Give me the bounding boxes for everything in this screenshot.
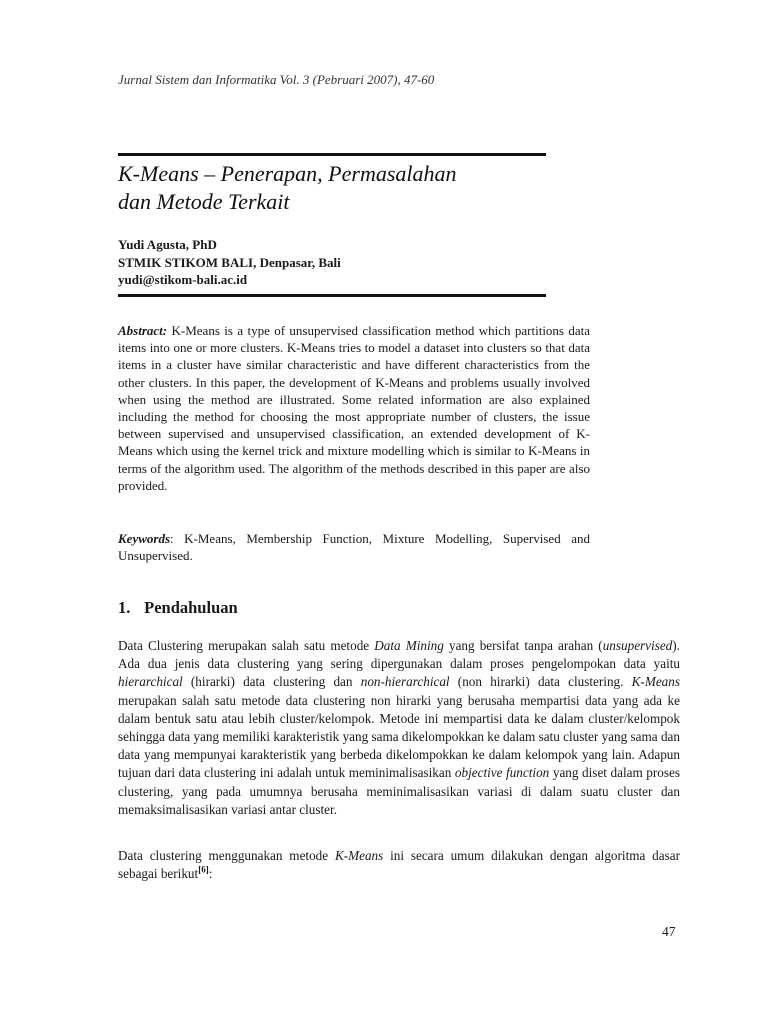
title-bottom-rule xyxy=(118,294,546,297)
italic-term: non-hierarchical xyxy=(360,674,450,690)
italic-term: Data Mining xyxy=(374,638,444,653)
abstract-label: Abstract: xyxy=(118,323,168,338)
author-email: yudi@stikom-bali.ac.id xyxy=(118,272,248,287)
title-line-2: dan Metode Terkait xyxy=(118,189,290,214)
keywords xyxy=(118,530,590,564)
paragraph-text: Data Clustering merupakan salah satu metode xyxy=(118,638,375,653)
italic-term: unsupervised xyxy=(602,638,673,653)
paper-title xyxy=(118,160,548,216)
citation-reference: [6] xyxy=(198,864,209,875)
keywords-colon: : xyxy=(170,531,174,546)
paragraph-text: (hirarki) data clustering dan xyxy=(182,674,361,690)
title-top-rule xyxy=(118,153,546,156)
paragraph-text: ini secara umum dilakukan dengan algoritma dasar sebagai berikut xyxy=(118,848,680,882)
section-heading xyxy=(118,598,238,618)
paragraph-text: (non hirarki) data clustering. xyxy=(449,674,632,690)
keywords-label: Keywords xyxy=(118,531,170,546)
author-name: Yudi Agusta, PhD xyxy=(118,237,217,252)
title-line-1: K-Means – Penerapan, Permasalahan xyxy=(118,161,457,186)
paragraph-text: merupakan salah satu metode data clustering non hirarki yang berusaha mempartisi data yang ada ke dalam bentuk satu atau lebih cluster/kelompok. Metode ini mempartisi data ke dalam cluster/kelompok sehingga data yang memiliki karakteristik yang sama dikelompokkan ke dalam satu cluster yang sama dan data yang mempunyai karakteristik yang berbeda dikelompokkan ke dalam kelompok yang lain. Adapun tujuan dari data clustering ini adalah untuk meminimalisasikan xyxy=(118,692,680,781)
author-block xyxy=(118,236,341,289)
paragraph-text: yang diset dalam proses clustering, yang pada umumnya berusaha meminimalisasikan variasi di dalam suatu cluster dan memaksimalisasikan variasi antar cluster. xyxy=(118,765,681,817)
paragraph-1 xyxy=(118,637,680,819)
italic-term: objective function xyxy=(454,765,550,781)
keywords-text: K-Means, Membership Function, Mixture Modelling, Supervised and Unsupervised. xyxy=(118,531,590,564)
section-number: 1. xyxy=(118,598,131,617)
paragraph-2 xyxy=(118,847,680,883)
paragraph-text: Data clustering menggunakan metode xyxy=(118,848,335,863)
paragraph-text: ). Ada dua jenis data clustering yang sering dipergunakan dalam proses pengelompokan data yaitu xyxy=(118,638,680,672)
page-number: 47 xyxy=(662,924,676,939)
running-head: Jurnal Sistem dan Informatika Vol. 3 (Pebruari 2007), 47-60 xyxy=(118,72,435,87)
italic-term: K-Means xyxy=(631,674,680,690)
italic-term: hierarchical xyxy=(118,674,183,690)
section-title: Pendahuluan xyxy=(144,598,238,617)
abstract-text: K-Means is a type of unsupervised classification method which partitions data items into one or more clusters. K-Means tries to model a dataset into clusters so that data items in a cluster have similar characteristic and have different characteristics from the other clusters. In this paper, the development of K-Means and problems usually involved when using the method are illustrated. Some related information are also explained including the method for choosing the most appropriate number of clusters, the issue between supervised and unsupervised classification, an extended development of K-Means which using the kernel trick and mixture modelling which is similar to K-Means in terms of the algorithm used. The algorithm of the methods described in this paper are also provided. xyxy=(118,323,591,493)
paragraph-text: : xyxy=(208,866,213,882)
abstract xyxy=(118,322,590,494)
italic-term: K-Means xyxy=(334,848,384,863)
paragraph-text: yang bersifat tanpa arahan ( xyxy=(443,638,603,653)
author-affiliation: STMIK STIKOM BALI, Denpasar, Bali xyxy=(118,254,341,270)
